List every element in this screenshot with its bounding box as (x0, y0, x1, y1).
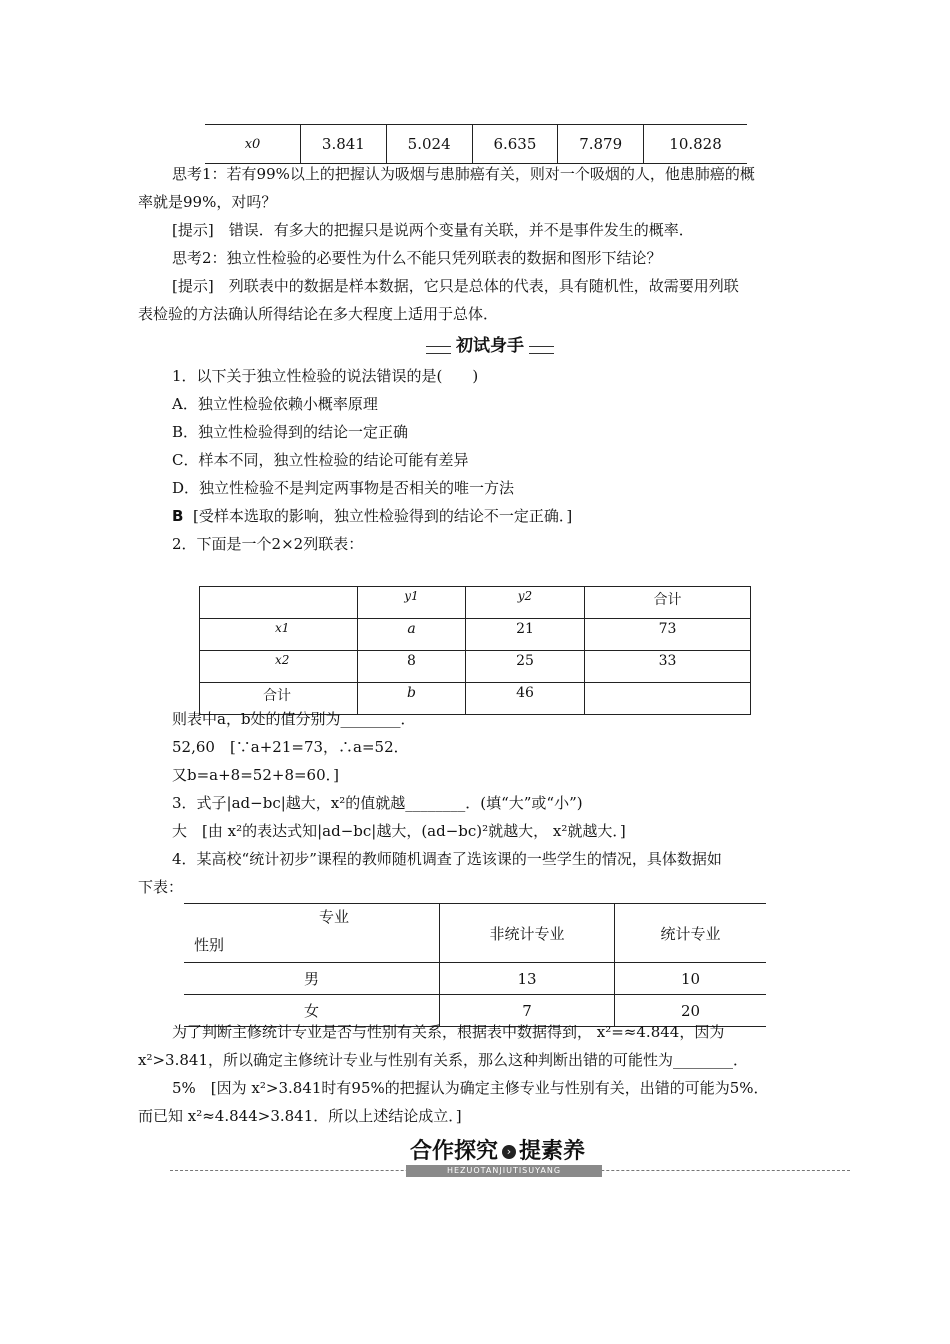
t1-cell-8: 8 (358, 651, 466, 683)
q2-stem: 2．下面是一个2×2列联表： (172, 535, 364, 553)
t2-corner-top: 专业 (319, 908, 350, 926)
t2-female-nonstat: 7 (440, 995, 615, 1027)
q1-explain: [受样本选取的影响，独立性检验得到的结论不一定正确．] (192, 507, 573, 525)
section-banner-cooperate (170, 1137, 850, 1179)
t1-head-total: 合计 (585, 587, 751, 619)
t2-row-male: 男 (184, 963, 440, 995)
critical-value-table (205, 124, 747, 164)
q1-option-b: B．独立性检验得到的结论一定正确 (172, 423, 409, 441)
t1-cell-73: 73 (585, 619, 751, 651)
t1-row-x1: x1 (200, 619, 358, 651)
t2-col-stat: 统计专业 (615, 904, 767, 963)
t1-cell-21: 21 (466, 619, 585, 651)
q4-text1: 为了判断主修统计专业是否与性别有关系，根据表中数据得到， x²=≈4.844，因为 (172, 1023, 725, 1041)
cv-3: 6.635 (472, 125, 558, 164)
q1-option-d: D．独立性检验不是判定两事物是否相关的唯一方法 (172, 479, 515, 497)
x0-label: x0 (244, 136, 261, 152)
chevron-right-icon: › (502, 1145, 516, 1159)
q4-stem1: 4．某高校“统计初步”课程的教师随机调查了选该课的一些学生的情况，具体数据如 (172, 850, 722, 868)
q1-option-c: C．样本不同，独立性检验的结论可能有差异 (172, 451, 469, 469)
t1-row-total: 合计 (200, 683, 358, 715)
q4-text2: x²>3.841，所以确定主修统计专业与性别有关系，那么这种判断出错的可能性为________． (138, 1051, 748, 1069)
q1-answer: B (172, 507, 184, 525)
q1-answer-row (172, 506, 572, 526)
think1-line2: 率就是99%，对吗？ (138, 193, 277, 211)
q4-answer2: 而已知 x²≈4.844>3.841．所以上述结论成立．] (138, 1107, 462, 1125)
banner2-pinyin: HEZUOTANJIUTISUYANG (406, 1165, 602, 1177)
cv-4: 7.879 (558, 125, 644, 164)
t1-cell-46: 46 (466, 683, 585, 715)
think2-hint2: 表检验的方法确认所得结论在多大程度上适用于总体． (138, 305, 499, 323)
q2-answer1: 52,60 [∵a+21=73，∴a=52． (172, 738, 409, 756)
t2-col-nonstat: 非统计专业 (440, 904, 615, 963)
t2-male-stat: 10 (615, 963, 767, 995)
q3-answer: 大 [由 x²的表达式知|ad−bc|越大，(ad−bc)²就越大， x²就越大．] (172, 822, 626, 840)
t1-corner (200, 587, 358, 619)
q2-ask: 则表中a，b处的值分别为________． (172, 710, 416, 728)
t1-cell-33: 33 (585, 651, 751, 683)
cv-5: 10.828 (644, 125, 747, 164)
think2-question: 思考2：独立性检验的必要性为什么不能只凭列联表的数据和图形下结论？ (172, 249, 662, 267)
q1-stem: 1．以下关于独立性检验的说法错误的是( ) (172, 367, 479, 385)
t1-cell-empty (585, 683, 751, 715)
q3-stem: 3．式子|ad−bc|越大，x²的值就越________．(填“大”或“小”) (172, 794, 583, 812)
t1-cell-b: b (358, 683, 466, 715)
t2-corner (184, 904, 440, 963)
cv-2: 5.024 (386, 125, 472, 164)
banner2-title2: 提素养 (519, 1139, 586, 1164)
t2-female-stat: 20 (615, 995, 767, 1027)
banner-title: 初试身手 (451, 335, 529, 359)
q2-answer2: 又b=a+8=52+8=60．] (172, 766, 339, 784)
think1-line1: 思考1：若有99%以上的把握认为吸烟与患肺癌有关，则对一个吸烟的人，他患肺癌的概 (172, 165, 755, 183)
t2-row-female: 女 (303, 1002, 319, 1020)
cv-1: 3.841 (301, 125, 387, 164)
t2-male-nonstat: 13 (440, 963, 615, 995)
section-banner-try (426, 335, 554, 359)
q1-option-a: A．独立性检验依赖小概率原理 (172, 395, 378, 413)
t2-corner-bottom: 性别 (194, 936, 225, 954)
q4-answer1: 5% [因为 x²>3.841时有95%的把握认为确定主修专业与性别有关，出错的可能为5%． (172, 1079, 769, 1097)
t1-head-y1: y1 (358, 587, 466, 619)
think2-hint1: [提示] 列联表中的数据是样本数据，它只是总体的代表，具有随机性，故需要用列联 (172, 277, 739, 295)
major-gender-table (184, 903, 766, 1027)
contingency-table-2x2 (199, 586, 751, 715)
q4-stem2: 下表： (138, 878, 184, 896)
think1-hint: [提示] 错误．有多大的把握只是说两个变量有关联，并不是事件发生的概率． (172, 221, 694, 239)
t1-cell-25: 25 (466, 651, 585, 683)
t1-cell-a: a (358, 619, 466, 651)
banner2-title: 合作探究 (410, 1139, 499, 1164)
t1-row-x2: x2 (200, 651, 358, 683)
t1-head-y2: y2 (466, 587, 585, 619)
